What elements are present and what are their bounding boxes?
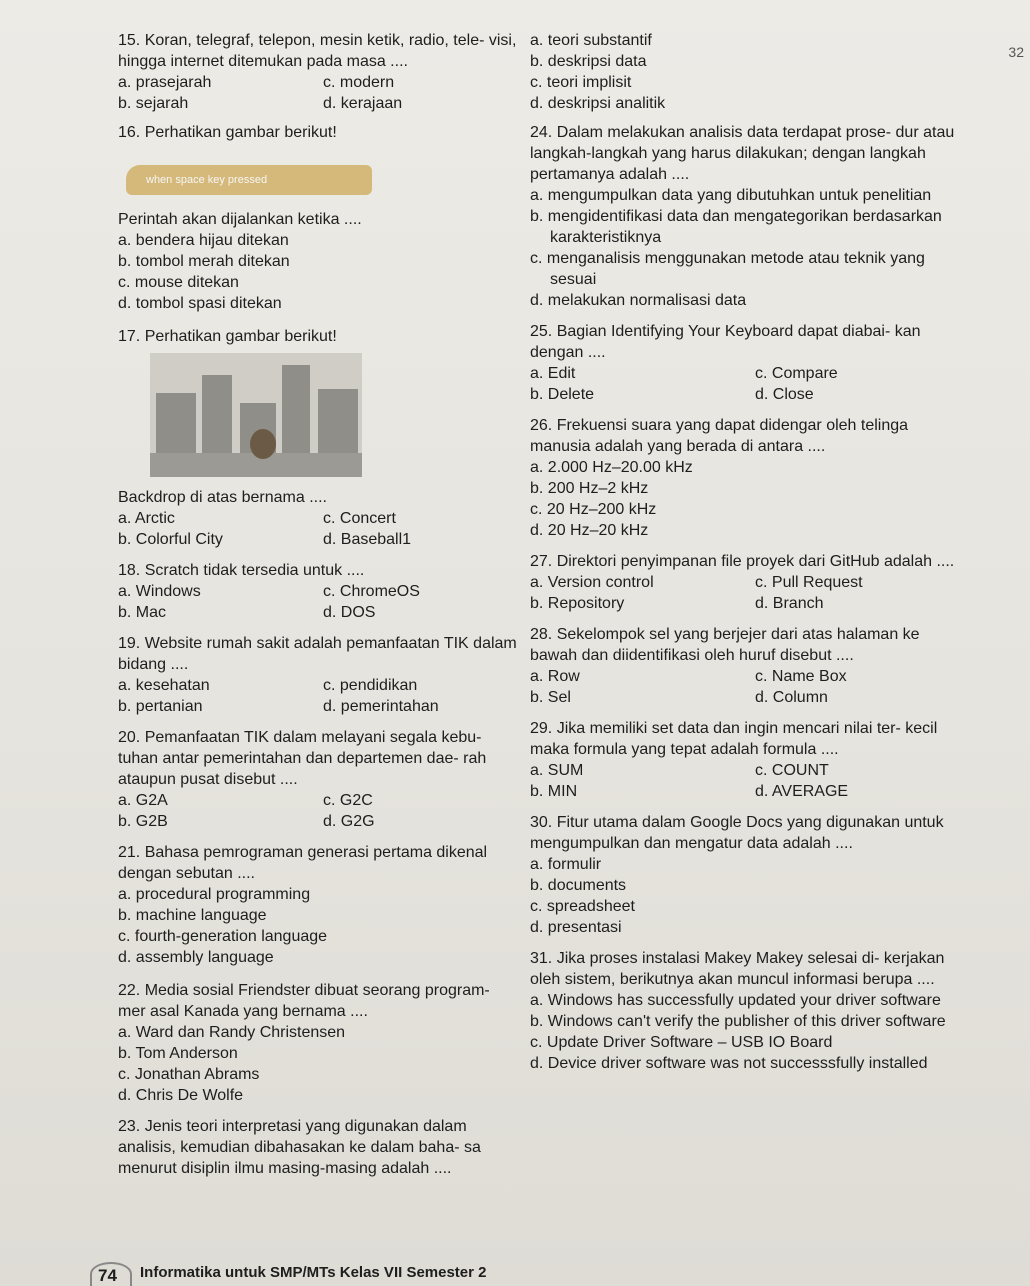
answer-option: a. prasejarah — [118, 74, 212, 91]
answer-option: d. Branch — [755, 595, 824, 612]
answer-option: a. formulir — [530, 856, 602, 873]
answer-option: d. assembly language — [118, 949, 274, 966]
answer-options — [530, 185, 970, 311]
answer-options — [118, 675, 518, 717]
answer-options — [118, 790, 518, 832]
answer-option: d. DOS — [323, 604, 376, 621]
answer-options — [118, 230, 518, 314]
answer-option: d. pemerintahan — [323, 698, 439, 715]
answer-option: c. Update Driver Software – USB IO Board — [530, 1034, 833, 1051]
question-stem: 31. Jika proses instalasi Makey Makey selesai di- kerjakan oleh sistem, berikutnya akan muncul informasi berupa .... — [530, 950, 945, 988]
building — [282, 365, 310, 453]
question-q20 — [118, 727, 518, 832]
question-q17 — [118, 326, 518, 550]
answer-option: d. presentasi — [530, 919, 622, 936]
answer-option: a. Ward dan Randy Christensen — [118, 1024, 346, 1041]
question-q21 — [118, 842, 518, 968]
answer-option: d. deskripsi analitik — [530, 95, 666, 112]
scratch-block-figure: when space key pressed — [126, 165, 372, 195]
question-stem: 26. Frekuensi suara yang dapat didengar oleh telinga manusia adalah yang berada di antara .... — [530, 417, 909, 455]
answer-option: a. Version control — [530, 574, 654, 591]
question-stem: 27. Direktori penyimpanan file proyek dari GitHub adalah .... — [530, 553, 955, 570]
answer-option: b. sejarah — [118, 95, 189, 112]
question-q15b — [530, 30, 970, 114]
answer-option: c. fourth-generation language — [118, 928, 328, 945]
answer-option: a. Arctic — [118, 510, 175, 527]
answer-option: d. Device driver software was not successsfully installed — [530, 1055, 928, 1072]
answer-option: b. Colorful City — [118, 531, 223, 548]
answer-option: a. SUM — [530, 762, 584, 779]
right-column — [530, 30, 970, 1084]
question-stem-2: Perintah akan dijalankan ketika .... — [118, 211, 362, 228]
answer-option: b. G2B — [118, 813, 168, 830]
question-stem: 18. Scratch tidak tersedia untuk .... — [118, 562, 365, 579]
question-q29 — [530, 718, 970, 802]
answer-options — [530, 760, 970, 802]
answer-option: c. teori implisit — [530, 74, 632, 91]
answer-option: d. G2G — [323, 813, 375, 830]
answer-option: b. 200 Hz–2 kHz — [530, 480, 649, 497]
answer-option: b. mengidentifikasi data dan mengategorikan berdasarkan karakteristiknya — [530, 208, 942, 246]
answer-option: a. kesehatan — [118, 677, 210, 694]
answer-option: c. Name Box — [755, 668, 847, 685]
answer-option: a. 2.000 Hz–20.00 kHz — [530, 459, 693, 476]
building — [156, 393, 196, 453]
answer-option: a. Row — [530, 668, 580, 685]
answer-option: d. kerajaan — [323, 95, 403, 112]
question-stem: 16. Perhatikan gambar berikut! — [118, 124, 337, 141]
answer-option: c. Concert — [323, 510, 396, 527]
answer-option: b. Windows can't verify the publisher of this driver software — [530, 1013, 946, 1030]
answer-options — [530, 854, 970, 938]
question-stem: 22. Media sosial Friendster dibuat seorang program- mer asal Kanada yang bernama .... — [118, 982, 490, 1020]
answer-options — [118, 72, 518, 114]
answer-option: c. COUNT — [755, 762, 829, 779]
answer-option: a. teori substantif — [530, 32, 652, 49]
question-q15 — [118, 30, 518, 114]
answer-option: c. modern — [323, 74, 395, 91]
answer-option: d. melakukan normalisasi data — [530, 292, 747, 309]
question-stem: 15. Koran, telegraf, telepon, mesin ketik, radio, tele- visi, hingga internet ditemukan pada masa .... — [118, 32, 517, 70]
answer-option: d. Close — [755, 386, 814, 403]
question-stem: 19. Website rumah sakit adalah pemanfaatan TIK dalam bidang .... — [118, 635, 517, 673]
answer-option: b. machine language — [118, 907, 267, 924]
question-q23 — [118, 1116, 518, 1179]
answer-option: a. G2A — [118, 792, 168, 809]
answer-option: d. tombol spasi ditekan — [118, 295, 282, 312]
answer-option: b. Tom Anderson — [118, 1045, 238, 1062]
answer-option: c. spreadsheet — [530, 898, 635, 915]
question-q18 — [118, 560, 518, 623]
answer-options — [530, 457, 970, 541]
answer-option: a. Windows — [118, 583, 201, 600]
question-stem: 29. Jika memiliki set data dan ingin mencari nilai ter- kecil maka formula yang tepat adalah formula .... — [530, 720, 938, 758]
answer-option: b. Repository — [530, 595, 625, 612]
answer-option: a. mengumpulkan data yang dibutuhkan untuk penelitian — [530, 187, 932, 204]
question-q27 — [530, 551, 970, 614]
answer-option: c. menganalisis menggunakan metode atau teknik yang sesuai — [530, 250, 925, 288]
answer-options — [530, 572, 970, 614]
answer-option: a. Edit — [530, 365, 576, 382]
answer-option: a. bendera hijau ditekan — [118, 232, 289, 249]
left-column — [118, 30, 518, 1189]
building — [202, 375, 232, 453]
answer-option: c. mouse ditekan — [118, 274, 239, 291]
answer-option: d. Baseball1 — [323, 531, 412, 548]
building — [318, 389, 358, 453]
answer-option: d. Column — [755, 689, 828, 706]
answer-option: b. tombol merah ditekan — [118, 253, 290, 270]
answer-option: d. 20 Hz–20 kHz — [530, 522, 649, 539]
answer-option: b. Delete — [530, 386, 595, 403]
answer-option: c. 20 Hz–200 kHz — [530, 501, 657, 518]
question-stem-2: Backdrop di atas bernama .... — [118, 489, 327, 506]
answer-options — [530, 990, 970, 1074]
question-stem: 17. Perhatikan gambar berikut! — [118, 328, 337, 345]
answer-option: c. Jonathan Abrams — [118, 1066, 260, 1083]
answer-option: b. MIN — [530, 783, 578, 800]
answer-option: a. procedural programming — [118, 886, 311, 903]
answer-option: a. Windows has successfully updated your driver software — [530, 992, 941, 1009]
answer-options — [118, 508, 518, 550]
answer-option: c. G2C — [323, 792, 373, 809]
answer-option: c. pendidikan — [323, 677, 418, 694]
backdrop-image — [150, 353, 362, 477]
footer-title: Informatika untuk SMP/MTs Kelas VII Semester 2 — [140, 1264, 487, 1281]
question-stem: 28. Sekelompok sel yang berjejer dari atas halaman ke bawah dan diidentifikasi oleh huruf disebut .... — [530, 626, 920, 664]
answer-options — [118, 581, 518, 623]
answer-option: c. ChromeOS — [323, 583, 420, 600]
question-stem: 23. Jenis teori interpretasi yang digunakan dalam analisis, kemudian dibahasakan ke dalam baha- sa menurut disiplin ilmu masing-masing adalah .... — [118, 1118, 481, 1177]
answer-option: b. documents — [530, 877, 627, 894]
question-q19 — [118, 633, 518, 717]
answer-options — [118, 884, 518, 968]
answer-options — [118, 1022, 518, 1106]
corner-number: 32 — [1008, 44, 1024, 60]
page-number: 74 — [98, 1266, 117, 1285]
answer-option: b. Mac — [118, 604, 167, 621]
answer-option: c. Compare — [755, 365, 838, 382]
question-q25 — [530, 321, 970, 405]
question-q30 — [530, 812, 970, 938]
answer-option: b. Sel — [530, 689, 571, 706]
question-stem: 24. Dalam melakukan analisis data terdapat prose- dur atau langkah-langkah yang harus dilakukan; dengan langkah pertamanya adalah .... — [530, 124, 955, 183]
answer-option: c. Pull Request — [755, 574, 863, 591]
question-q26 — [530, 415, 970, 541]
question-q28 — [530, 624, 970, 708]
question-q16 — [118, 122, 518, 314]
question-stem: 21. Bahasa pemrograman generasi pertama dikenal dengan sebutan .... — [118, 844, 488, 882]
answer-options — [530, 666, 970, 708]
question-stem: 30. Fitur utama dalam Google Docs yang digunakan untuk mengumpulkan dan mengatur data adalah .... — [530, 814, 944, 852]
question-stem: 20. Pemanfaatan TIK dalam melayani segala kebu- tuhan antar pemerintahan dan departemen dae- rah ataupun pusat disebut .... — [118, 729, 487, 788]
question-stem: 25. Bagian Identifying Your Keyboard dapat diabai- kan dengan .... — [530, 323, 921, 361]
answer-option: d. Chris De Wolfe — [118, 1087, 244, 1104]
question-q24 — [530, 122, 970, 311]
answer-options — [530, 30, 970, 114]
question-q31 — [530, 948, 970, 1074]
answer-option: b. deskripsi data — [530, 53, 647, 70]
question-q22 — [118, 980, 518, 1106]
answer-options — [530, 363, 970, 405]
cat-sprite — [250, 429, 276, 459]
answer-option: b. pertanian — [118, 698, 203, 715]
answer-option: d. AVERAGE — [755, 783, 849, 800]
